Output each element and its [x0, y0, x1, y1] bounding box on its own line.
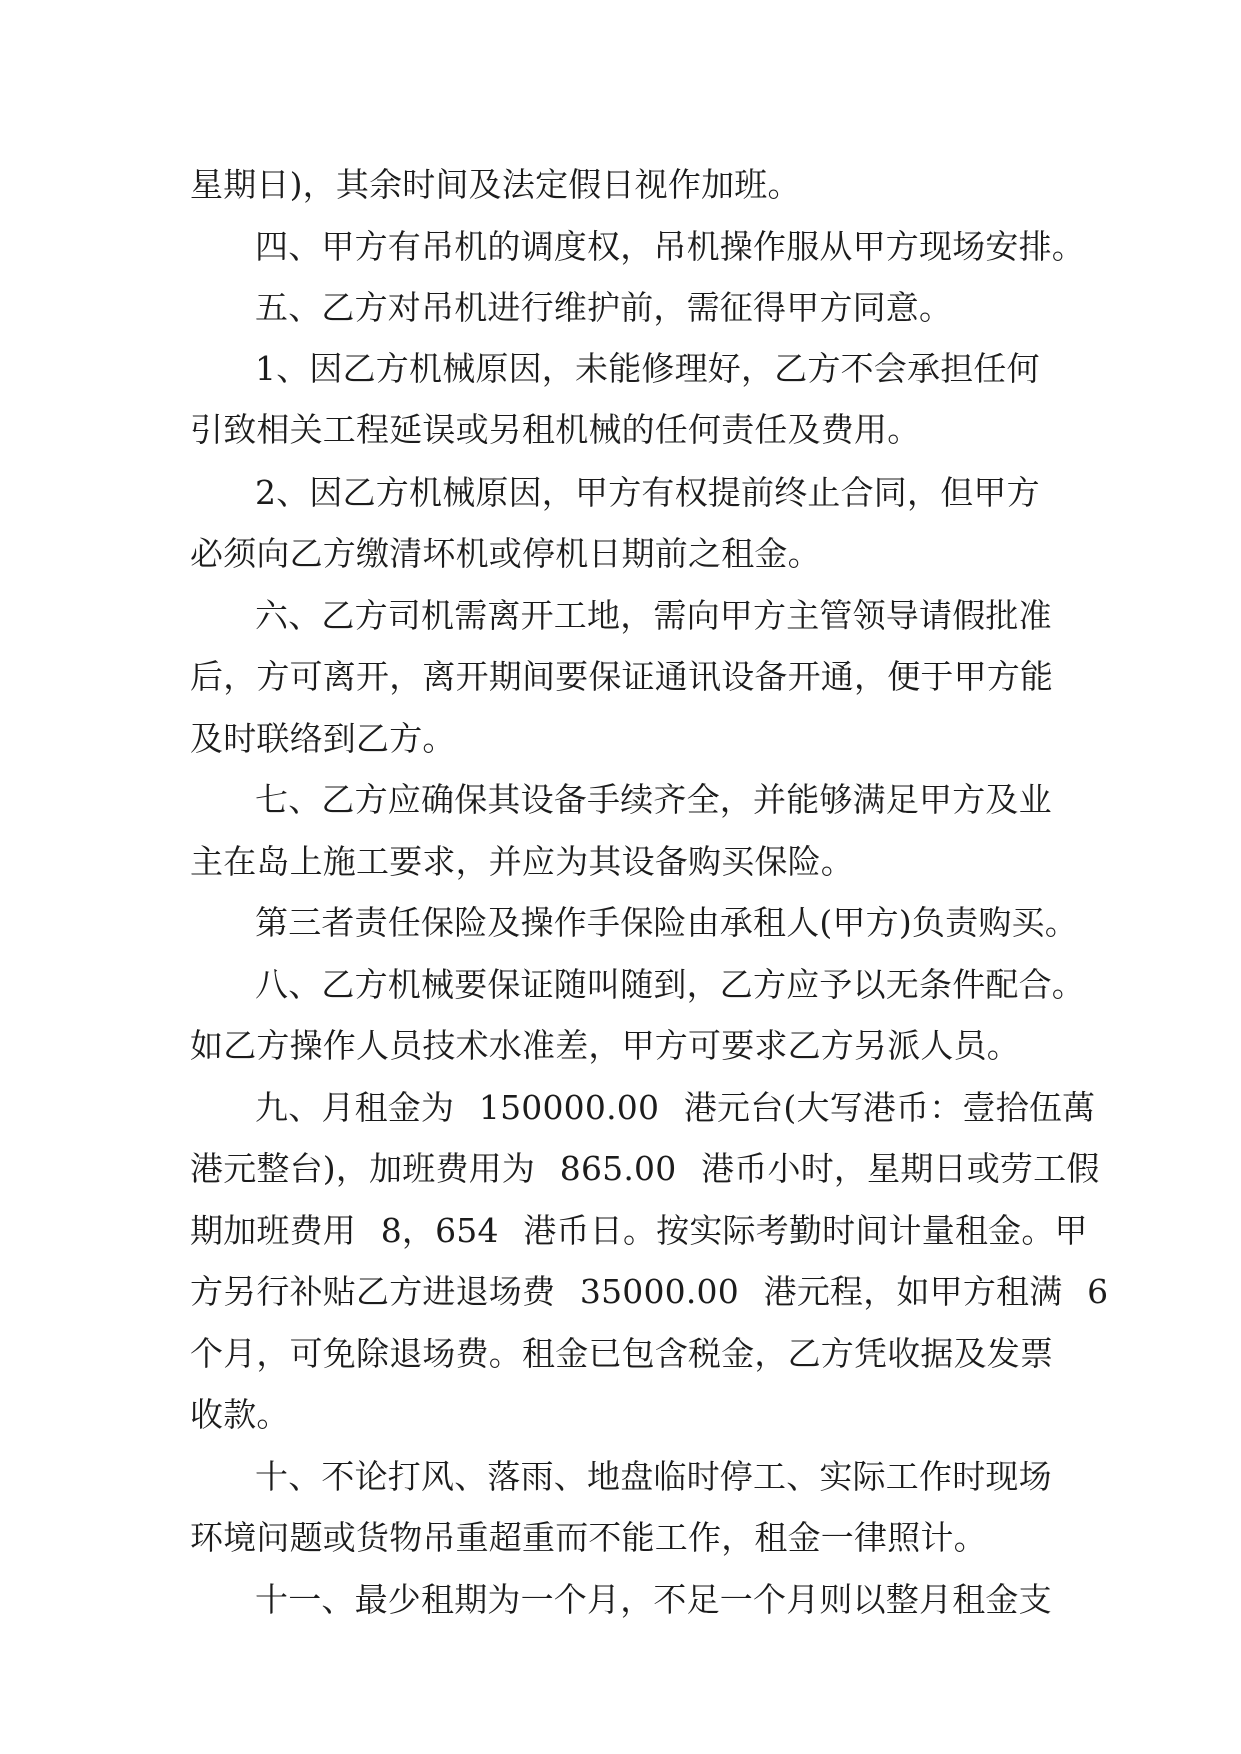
- text-line: 港元整台)，加班费用为 865.00 港币小时，星期日或劳工假: [190, 1149, 1100, 1188]
- text-line: 八、乙方机械要保证随叫随到，乙方应予以无条件配合。: [255, 965, 1085, 1004]
- text-line: 六、乙方司机需离开工地，需向甲方主管领导请假批准: [255, 596, 1052, 635]
- text-line: 十一、最少租期为一个月，不足一个月则以整月租金支: [255, 1580, 1052, 1619]
- text-line: 四、甲方有吊机的调度权，吊机操作服从甲方现场安排。: [255, 227, 1085, 266]
- text-line: 2、因乙方机械原因，甲方有权提前终止合同，但甲方: [255, 473, 1040, 512]
- text-line: 十、不论打风、落雨、地盘临时停工、实际工作时现场: [255, 1457, 1052, 1496]
- text-line: 主在岛上施工要求，并应为其设备购买保险。: [190, 842, 854, 881]
- text-line: 七、乙方应确保其设备手续齐全，并能够满足甲方及业: [255, 780, 1052, 819]
- text-line: 星期日)，其余时间及法定假日视作加班。: [190, 165, 801, 204]
- text-line: 期加班费用 8，654 港币日。按实际考勤时间计量租金。甲: [190, 1211, 1088, 1250]
- text-line: 及时联络到乙方。: [190, 719, 456, 758]
- text-line: 引致相关工程延误或另租机械的任何责任及费用。: [190, 410, 921, 449]
- text-line: 后，方可离开，离开期间要保证通讯设备开通，便于甲方能: [190, 657, 1054, 696]
- text-line: 收款。: [190, 1395, 290, 1434]
- text-line: 方另行补贴乙方进退场费 35000.00 港元程，如甲方租满 6: [190, 1272, 1109, 1311]
- text-line: 五、乙方对吊机进行维护前，需征得甲方同意。: [255, 288, 953, 327]
- text-line: 如乙方操作人员技术水准差，甲方可要求乙方另派人员。: [190, 1026, 1020, 1065]
- text-line: 九、月租金为 150000.00 港元台(大写港币：壹拾伍萬: [255, 1088, 1096, 1127]
- text-line: 个月，可免除退场费。租金已包含税金，乙方凭收据及发票: [190, 1334, 1054, 1373]
- text-line: 第三者责任保险及操作手保险由承租人(甲方)负责购买。: [255, 903, 1078, 942]
- text-line: 环境问题或货物吊重超重而不能工作，租金一律照计。: [190, 1518, 987, 1557]
- text-line: 1、因乙方机械原因，未能修理好，乙方不会承担任何: [255, 349, 1040, 388]
- text-line: 必须向乙方缴清坏机或停机日期前之租金。: [190, 534, 821, 573]
